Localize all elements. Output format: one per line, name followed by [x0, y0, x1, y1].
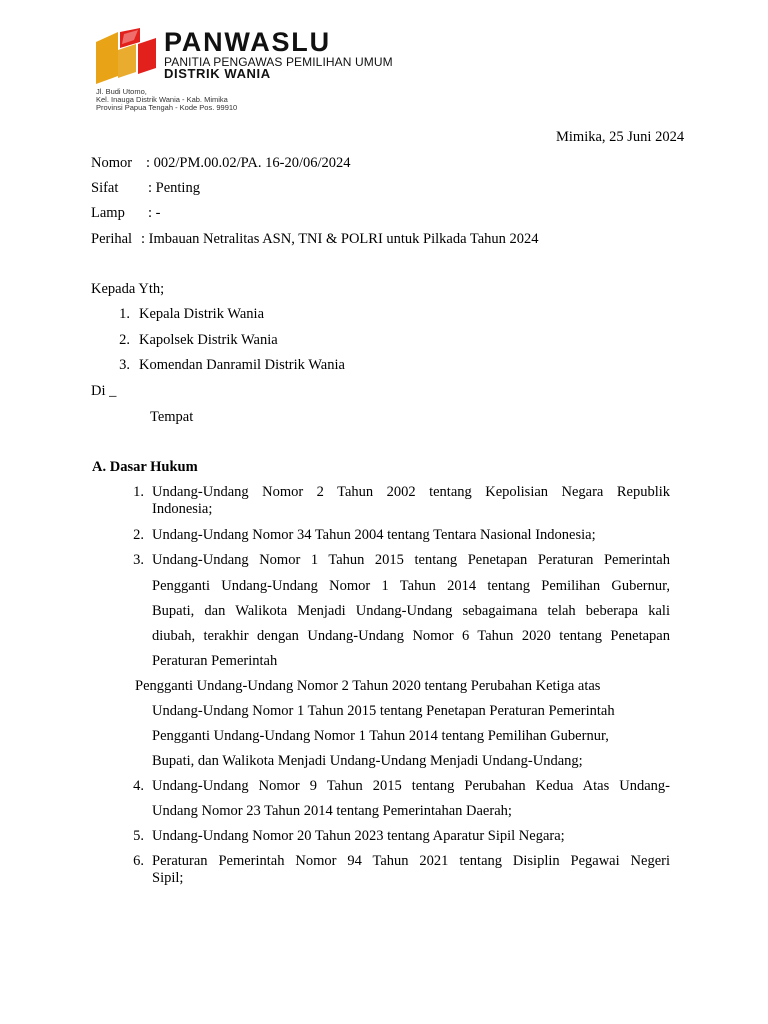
- tempat-line: Tempat: [150, 409, 194, 425]
- meta-value-nomor: : 002/PM.00.02/PA. 16-20/06/2024: [146, 155, 351, 171]
- meta-value-sifat: : Penting: [148, 180, 200, 196]
- legal-item-number: 1.: [133, 484, 144, 500]
- legal-item-line: Peraturan Pemerintah: [152, 653, 278, 669]
- legal-item-line: diubah, terakhir dengan Undang-Undang Nomor 6 Tahun 2020 tentang Penetapan: [152, 628, 670, 644]
- meta-label-perihal: Perihal: [91, 231, 133, 247]
- legal-item-line: Bupati, dan Walikota Menjadi Undang-Undang sebagaimana telah beberapa kali: [152, 603, 670, 619]
- legal-item-number: 6.: [133, 853, 144, 869]
- recipient: Kepala Distrik Wania: [139, 306, 264, 322]
- recipient: Kapolsek Distrik Wania: [139, 332, 278, 348]
- legal-item-line: Sipil;: [152, 870, 184, 886]
- legal-item-line: Pengganti Undang-Undang Nomor 1 Tahun 2014 tentang Pemilihan Gubernur,: [152, 578, 670, 594]
- meta-value-lamp: : -: [148, 205, 161, 221]
- meta-label-sifat: Sifat: [91, 180, 119, 196]
- recipient-number: 3.: [119, 357, 130, 373]
- legal-item-number: 5.: [133, 828, 144, 844]
- org-name: PANWASLU: [164, 27, 331, 57]
- legal-item-line: Indonesia;: [152, 501, 213, 517]
- legal-item-line: Undang-Undang Nomor 1 Tahun 2015 tentang Penetapan Peraturan Pemerintah: [152, 703, 615, 719]
- legal-item-line: Undang-Undang Nomor 34 Tahun 2004 tentang Tentara Nasional Indonesia;: [152, 527, 596, 543]
- legal-item-number: 4.: [133, 778, 144, 794]
- legal-item-line: Peraturan Pemerintah Nomor 94 Tahun 2021 tentang Disiplin Pegawai Negeri: [152, 853, 670, 869]
- meta-label-lamp: Lamp: [91, 205, 125, 221]
- legal-item-line: Undang-Undang Nomor 2 Tahun 2002 tentang Kepolisian Negara Republik: [152, 484, 670, 500]
- section-heading: A. Dasar Hukum: [92, 459, 198, 475]
- org-district: DISTRIK WANIA: [164, 66, 271, 81]
- legal-item-number: 2.: [133, 527, 144, 543]
- legal-item-line: Undang-Undang Nomor 20 Tahun 2023 tentang Aparatur Sipil Negara;: [152, 828, 565, 844]
- panwaslu-logo-icon: [94, 28, 160, 86]
- legal-item-line: Pengganti Undang-Undang Nomor 1 Tahun 2014 tentang Pemilihan Gubernur,: [152, 728, 609, 744]
- address-line: Jl. Budi Utomo,: [96, 87, 147, 96]
- recipient-number: 1.: [119, 306, 130, 322]
- legal-item-line: Bupati, dan Walikota Menjadi Undang-Undang Menjadi Undang-Undang;: [152, 753, 583, 769]
- legal-item-number: 3.: [133, 552, 144, 568]
- address-line: Kel. Inauga Distrik Wania - Kab. Mimika: [96, 95, 228, 104]
- address-line: Provinsi Papua Tengah - Kode Pos. 99910: [96, 103, 238, 112]
- di-line: Di _: [91, 383, 117, 399]
- org-full-name: PANITIA PENGAWAS PEMILIHAN UMUM: [164, 55, 393, 69]
- legal-item-line: Pengganti Undang-Undang Nomor 2 Tahun 2020 tentang Perubahan Ketiga atas: [135, 678, 601, 694]
- letter-date: Mimika, 25 Juni 2024: [556, 129, 685, 145]
- greeting: Kepada Yth;: [91, 281, 165, 297]
- legal-item-line: Undang-Undang Nomor 1 Tahun 2015 tentang Penetapan Peraturan Pemerintah: [152, 552, 670, 568]
- legal-item-line: Undang Nomor 23 Tahun 2014 tentang Pemerintahan Daerah;: [152, 803, 512, 819]
- meta-label-nomor: Nomor: [91, 155, 133, 171]
- meta-value-perihal: : Imbauan Netralitas ASN, TNI & POLRI untuk Pilkada Tahun 2024: [141, 231, 539, 247]
- recipient-number: 2.: [119, 332, 130, 348]
- legal-item-line: Undang-Undang Nomor 9 Tahun 2015 tentang Perubahan Kedua Atas Undang-: [152, 778, 670, 794]
- recipient: Komendan Danramil Distrik Wania: [139, 357, 345, 373]
